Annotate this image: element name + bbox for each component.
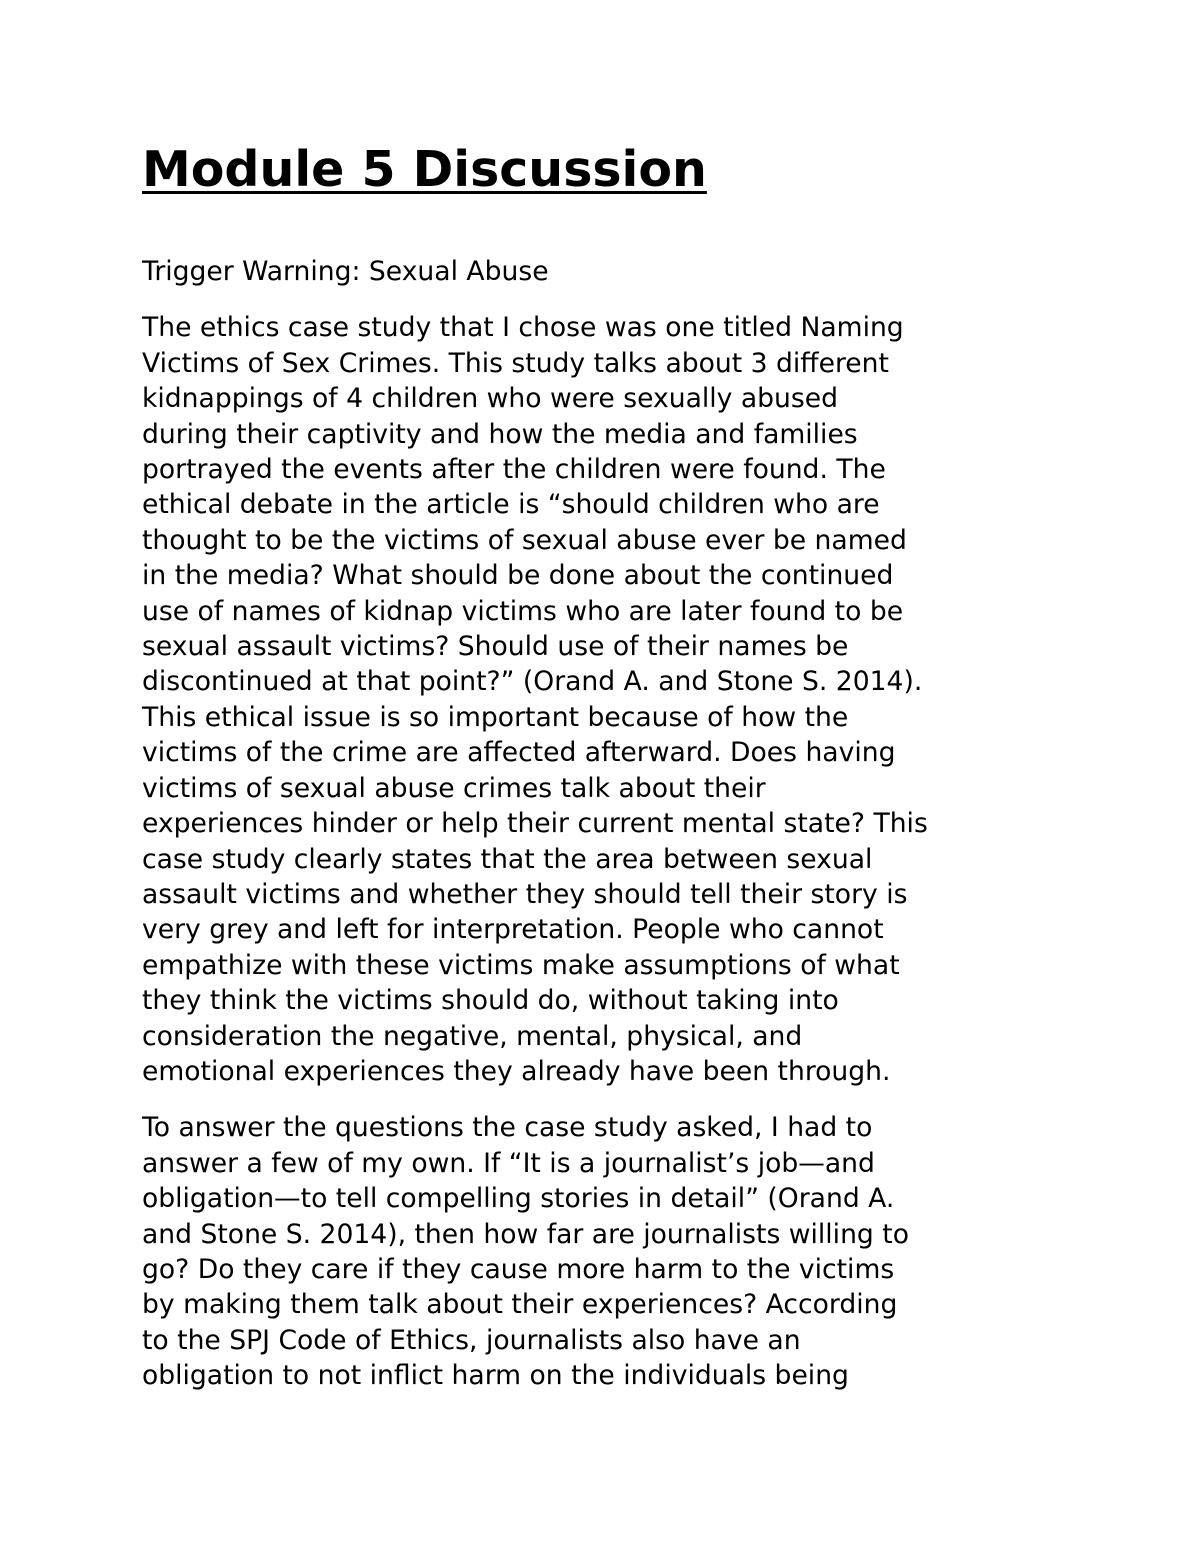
text-line: ethical debate in the article is “should children who are	[142, 489, 880, 521]
text-line: obligation—to tell compelling stories in detail” (Orand A.	[142, 1183, 895, 1215]
text-line: answer a few of my own. If “It is a journalist’s job—and	[142, 1147, 875, 1179]
text-line: empathize with these victims make assumptions of what	[142, 949, 900, 981]
text-line: during their captivity and how the media and families	[142, 418, 858, 450]
text-line: by making them talk about their experiences? According	[142, 1289, 898, 1321]
text-line: very grey and left for interpretation. People who cannot	[142, 914, 884, 946]
text-line: experiences hinder or help their current mental state? This	[142, 808, 928, 840]
text-line: to the SPJ Code of Ethics, journalists also have an	[142, 1324, 801, 1356]
text-line: obligation to not inflict harm on the individuals being	[142, 1360, 849, 1392]
text-line: discontinued at that point?” (Orand A. and Stone S. 2014).	[142, 666, 923, 698]
text-line: victims of sexual abuse crimes talk about their	[142, 772, 766, 804]
text-line: they think the victims should do, without taking into	[142, 985, 839, 1017]
paragraph	[142, 310, 1072, 1089]
text-line: The ethics case study that I chose was one titled Naming	[142, 312, 904, 344]
text-line: assault victims and whether they should tell their story is	[142, 878, 908, 910]
document-body	[142, 138, 1072, 1394]
text-line: use of names of kidnap victims who are later found to be	[142, 595, 904, 627]
text-line: consideration the negative, mental, physical, and	[142, 1020, 803, 1052]
text-line: kidnappings of 4 children who were sexually abused	[142, 383, 838, 415]
text-line: case study clearly states that the area between sexual	[142, 843, 873, 875]
text-line: victims of the crime are affected afterward. Does having	[142, 737, 896, 769]
text-line: emotional experiences they already have been through.	[142, 1055, 891, 1087]
text-line: sexual assault victims? Should use of their names be	[142, 631, 849, 663]
trigger-warning: Trigger Warning: Sexual Abuse	[142, 256, 549, 287]
text-line: To answer the questions the case study asked, I had to	[142, 1112, 873, 1144]
page-title: Module 5 Discussion	[142, 141, 707, 198]
text-line: go? Do they care if they cause more harm to the victims	[142, 1253, 895, 1285]
text-line: thought to be the victims of sexual abuse ever be named	[142, 524, 907, 556]
text-line: and Stone S. 2014), then how far are journalists willing to	[142, 1218, 909, 1250]
text-line: Victims of Sex Crimes. This study talks about 3 different	[142, 347, 889, 379]
text-line: in the media? What should be done about the continued	[142, 560, 894, 592]
paragraph	[142, 1110, 1072, 1393]
text-line: This ethical issue is so important because of how the	[142, 701, 849, 733]
text-line: portrayed the events after the children were found. The	[142, 454, 886, 486]
